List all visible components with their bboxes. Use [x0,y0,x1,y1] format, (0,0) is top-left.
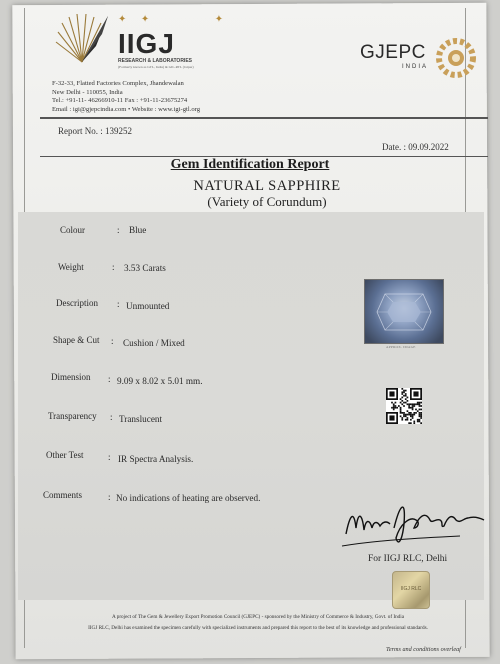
lab-address [52,80,200,114]
brand-name: IIGJ [118,28,175,59]
field-label-transparency: Transparency [48,411,97,421]
field-label-comments: Comments [43,490,83,500]
footer-disclaimer: IIGJ RLC, Delhi has examined the specimen carefully with specialized instruments and prepared this report to the best of its knowledge and professional standards. [88,625,428,631]
address-line: F-32-33, Flatted Factories Complex, Jhandewalan [52,80,184,87]
field-value-dimension: 9.09 x 8.02 x 5.01 mm. [117,376,203,386]
brand-tagline: (Formerly known as GTL, India) & GIL-RTL (Jaipur) [118,65,194,69]
field-value-comments: No indications of heating are observed. [116,493,261,503]
address-line: New Delhi - 110055, India [52,88,123,96]
field-value-weight: 3.53 Carats [124,263,166,273]
field-colon: : [112,262,115,272]
field-colon: : [108,492,111,502]
brand-subtitle: RESEARCH & LABORATORIES [118,58,192,64]
field-value-other-test: IR Spectra Analysis. [118,454,194,464]
report-title: Gem Identification Report [170,157,330,172]
field-label-dimension: Dimension [51,372,91,382]
field-label-description: Description [56,298,98,308]
address-line: Email : igi@gjepcindia.com • Website : www.igi-gtl.org [52,105,201,113]
photo-caption: APPROX. IMAGE [386,345,416,349]
field-label-shape-cut: Shape & Cut [53,335,100,345]
partner-country: INDIA [402,64,429,70]
field-label-colour: Colour [60,225,86,235]
field-value-colour: Blue [129,225,147,235]
report-date: Date. : 09.09.2022 [382,142,449,152]
field-value-description: Unmounted [126,301,170,311]
gem-variety: (Variety of Corundum) [207,194,327,209]
decorative-stars-icon: ✦ ✦ ✦ [118,14,230,25]
partner-name: GJEPC [360,42,426,63]
hologram-seal [392,571,430,609]
gem-facets-icon [365,280,443,343]
field-colon: : [111,336,114,346]
gjepc-logo-icon [436,38,476,78]
field-colon: : [110,412,113,422]
field-label-weight: Weight [58,262,84,272]
hologram-seal-text: IIGJ RLC [400,586,422,592]
report-number: Report No. : 139252 [58,126,132,136]
field-value-shape-cut: Cushion / Mixed [123,338,185,348]
field-label-other-test: Other Test [46,450,84,460]
field-colon: : [117,299,120,309]
address-line: Tel.: +91-11- 46266910-11 Fax : +91-11-23675274 [52,97,188,105]
field-colon: : [108,374,111,384]
signature-scribble [340,494,488,562]
field-colon: : [108,452,111,462]
signatory-line: For IIGJ RLC, Delhi [368,554,448,564]
field-colon: : [117,225,120,235]
qr-code-icon [386,388,422,424]
terms-note: Terms and conditions overleaf [386,646,461,653]
iigj-logo-icon [52,12,112,68]
header-divider [40,117,488,119]
gem-photo [364,279,444,344]
field-value-transparency: Translucent [119,414,163,424]
footer-project-line: A project of The Gem & Jewellery Export Promotion Council (GJEPC) - sponsored by the Ministry of Commerce & Industry, Govt. of India [111,614,405,620]
gem-name: NATURAL SAPPHIRE [193,178,341,194]
